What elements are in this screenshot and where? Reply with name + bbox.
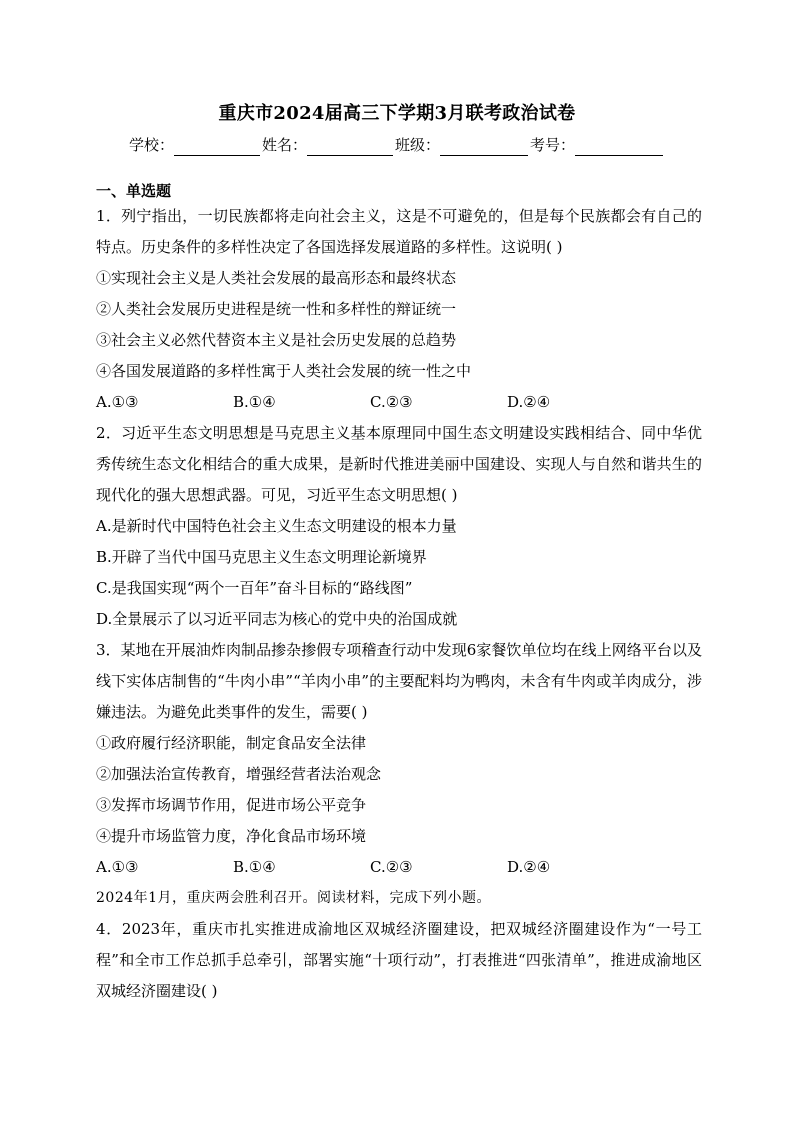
question-3-option-b[interactable]: B.①④ [233, 858, 276, 876]
class-blank[interactable] [440, 139, 528, 156]
question-2-option-a[interactable]: A.是新时代中国特色社会主义生态文明建设的根本力量 [96, 517, 457, 535]
question-1-option-c[interactable]: C.②③ [370, 393, 413, 411]
question-3-item: ①政府履行经济职能，制定食品安全法律 [96, 734, 367, 752]
question-3-item: ③发挥市场调节作用，促进市场公平竞争 [96, 796, 367, 814]
question-1-item: ①实现社会主义是人类社会发展的最高形态和最终状态 [96, 269, 457, 287]
question-1-options [96, 387, 702, 418]
student-info-row [0, 134, 794, 156]
question-1-item: ④各国发展道路的多样性寓于人类社会发展的统一性之中 [96, 362, 472, 380]
question-1-option-a[interactable]: A.①③ [96, 393, 139, 411]
name-label: 姓名： [261, 136, 307, 154]
question-4-stem: 4．2023年，重庆市扎实推进成渝地区双城经济圈建设，把双城经济圈建设作为“一号工程”和全市工作总抓手总牵引，部署实施“十项行动”，打表推进“四张清单”，推进成渝地区双城经济圈建设( ) [96, 920, 702, 1000]
question-3-options [96, 852, 702, 883]
question-3-option-d[interactable]: D.②④ [507, 858, 551, 876]
school-blank[interactable] [174, 139, 260, 156]
question-1-item: ②人类社会发展历史进程是统一性和多样性的辩证统一 [96, 300, 457, 318]
name-blank[interactable] [307, 139, 393, 156]
question-2-option-b[interactable]: B.开辟了当代中国马克思主义生态文明理论新境界 [96, 548, 427, 566]
page-title: 重庆市2024届高三下学期3月联考政治试卷 [218, 103, 576, 124]
question-3-stem: 3．某地在开展油炸肉制品掺杂掺假专项稽查行动中发现6家餐饮单位均在线上网络平台以及线下实体店制售的“牛肉小串”“羊肉小串”的主要配料均为鸭肉，未含有牛肉或羊肉成分，涉嫌违法。为避免此类事件的发生，需要( ) [96, 641, 702, 721]
school-label: 学校： [128, 136, 174, 154]
question-2-stem: 2．习近平生态文明思想是马克思主义基本原理同中国生态文明建设实践相结合、同中华优秀传统生态文化相结合的重大成果，是新时代推进美丽中国建设、实现人与自然和谐共生的现代化的强大思想武器。可见，习近平生态文明思想( ) [96, 424, 702, 504]
section-heading: 一、单选题 [96, 182, 172, 200]
number-label: 考号： [530, 136, 576, 154]
questions-content [96, 201, 702, 1007]
question-3-item: ④提升市场监管力度，净化食品市场环境 [96, 827, 367, 845]
question-3-option-a[interactable]: A.①③ [96, 858, 139, 876]
question-3-item: ②加强法治宣传教育，增强经营者法治观念 [96, 765, 382, 783]
question-2-option-d[interactable]: D.全景展示了以习近平同志为核心的党中央的治国成就 [96, 610, 458, 628]
number-blank[interactable] [575, 139, 663, 156]
question-1-option-d[interactable]: D.②④ [507, 393, 551, 411]
question-3-option-c[interactable]: C.②③ [370, 858, 413, 876]
question-1-stem: 1．列宁指出，一切民族都将走向社会主义，这是不可避免的，但是每个民族都会有自己的特点。历史条件的多样性决定了各国选择发展道路的多样性。这说明( ) [96, 207, 702, 256]
question-2-option-c[interactable]: C.是我国实现“两个一百年”奋斗目标的“路线图” [96, 579, 413, 597]
question-1-option-b[interactable]: B.①④ [233, 393, 276, 411]
question-1-item: ③社会主义必然代替资本主义是社会历史发展的总趋势 [96, 331, 457, 349]
class-label: 班级： [395, 136, 441, 154]
material-note: 2024年1月，重庆两会胜利召开。阅读材料，完成下列小题。 [96, 890, 492, 906]
